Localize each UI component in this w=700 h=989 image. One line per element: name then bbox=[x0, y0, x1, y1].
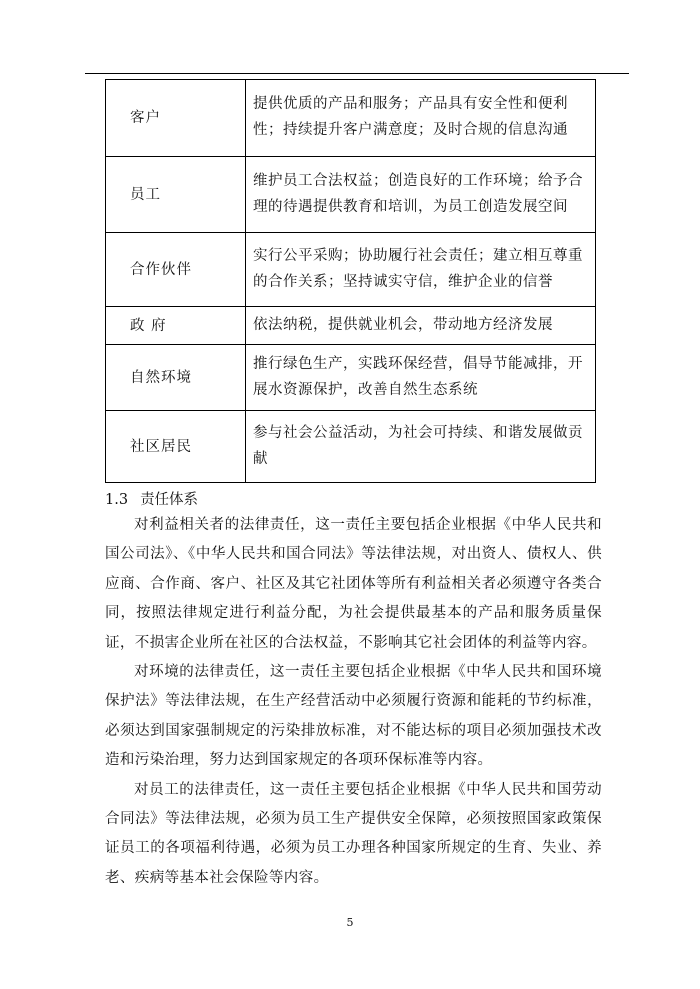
table-row bbox=[106, 233, 596, 307]
section-body bbox=[105, 511, 602, 893]
table-row bbox=[106, 80, 596, 157]
section-heading bbox=[105, 490, 210, 510]
stakeholder-name: 员工 bbox=[106, 157, 246, 233]
header-rule bbox=[85, 73, 629, 74]
stakeholder-responsibility: 实行公平采购；协助履行社会责任；建立相互尊重的合作关系；坚持诚实守信，维护企业的信誉 bbox=[246, 233, 596, 307]
paragraph: 对利益相关者的法律责任，这一责任主要包括企业根据《中华人民共和国公司法》、《中华人民共和国合同法》等法律法规，对出资人、债权人、供应商、合作商、客户、社区及其它社团体等所有利益相关者必须遵守各类合同，按照法律规定进行利益分配，为社会提供最基本的产品和服务质量保证，不损害企业所在社区的合法权益，不影响其它社会团体的利益等内容。 bbox=[105, 517, 602, 651]
stakeholder-responsibility: 依法纳税，提供就业机会，带动地方经济发展 bbox=[246, 307, 596, 345]
paragraph: 对员工的法律责任，这一责任主要包括企业根据《中华人民共和国劳动合同法》等法律法规，必须为员工生产提供安全保障，必须按照国家政策保证员工的各项福利待遇，必须为员工办理各种国家所规定的生育、失业、养老、疾病等基本社会保险等内容。 bbox=[105, 781, 602, 886]
stakeholder-table bbox=[105, 79, 596, 483]
page-number: 5 bbox=[346, 916, 354, 929]
table-row bbox=[106, 411, 596, 483]
stakeholder-name: 政 府 bbox=[106, 307, 246, 345]
paragraph: 对环境的法律责任，这一责任主要包括企业根据《中华人民共和国环境保护法》等法律法规，在生产经营活动中必须履行资源和能耗的节约标准，必须达到国家强制规定的污染排放标准，对不能达标的项目必须加强技术改造和污染治理，努力达到国家规定的各项环保标准等内容。 bbox=[105, 664, 602, 769]
stakeholder-name: 客户 bbox=[106, 80, 246, 157]
stakeholder-name: 社区居民 bbox=[106, 411, 246, 483]
stakeholder-responsibility: 参与社会公益活动，为社会可持续、和谐发展做贡献 bbox=[246, 411, 596, 483]
stakeholder-responsibility: 推行绿色生产，实践环保经营，倡导节能减排，开展水资源保护，改善自然生态系统 bbox=[246, 345, 596, 411]
section-number: 1.3 bbox=[105, 492, 129, 508]
stakeholder-responsibility: 维护员工合法权益；创造良好的工作环境；给予合理的待遇提供教育和培训，为员工创造发展空间 bbox=[246, 157, 596, 233]
table-row bbox=[106, 345, 596, 411]
stakeholder-name: 合作伙伴 bbox=[106, 233, 246, 307]
table-row bbox=[106, 157, 596, 233]
stakeholder-responsibility: 提供优质的产品和服务；产品具有安全性和便利性；持续提升客户满意度；及时合规的信息沟通 bbox=[246, 80, 596, 157]
table-row bbox=[106, 307, 596, 345]
stakeholder-name: 自然环境 bbox=[106, 345, 246, 411]
section-title: 责任体系 bbox=[140, 492, 199, 508]
